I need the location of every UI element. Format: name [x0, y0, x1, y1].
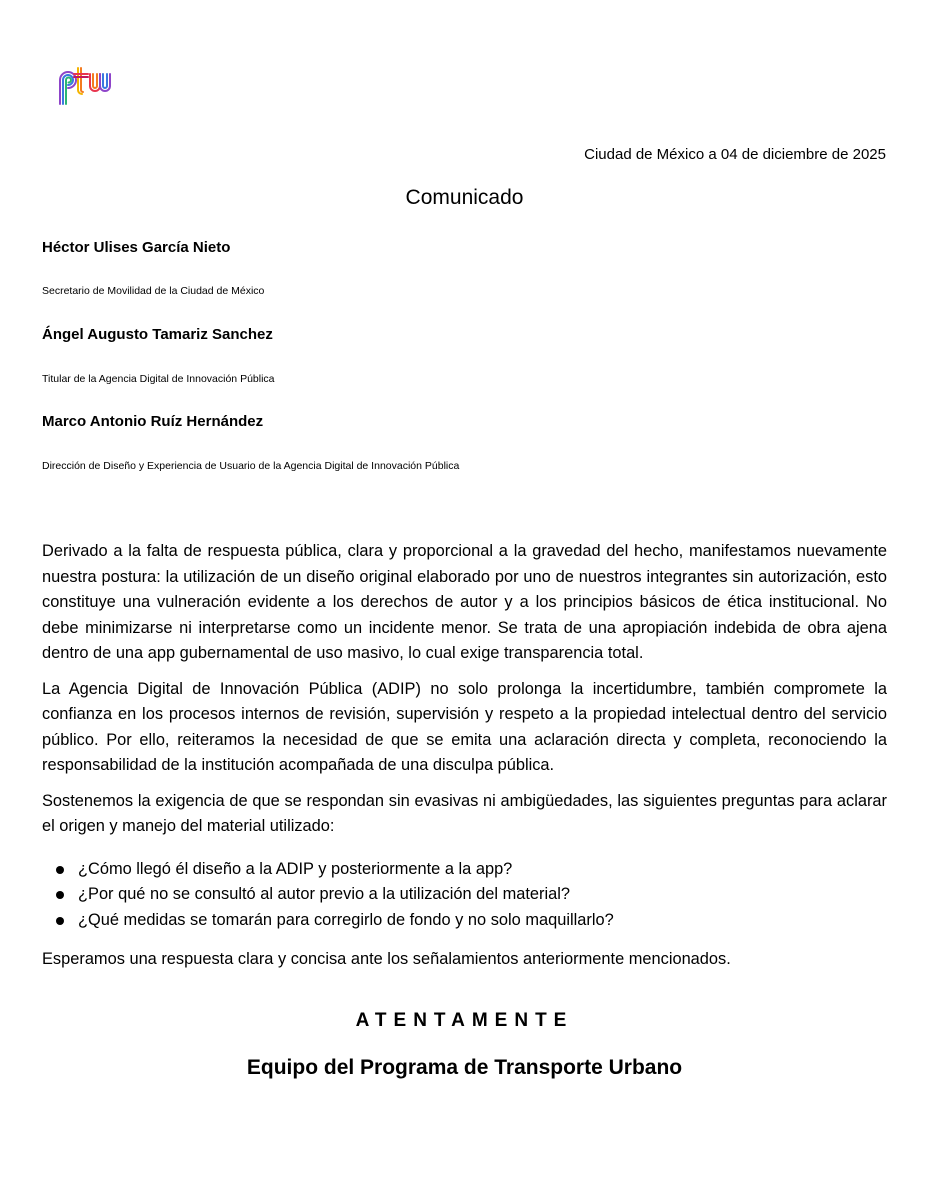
question-text: ¿Por qué no se consultó al autor previo a la utilización del material?	[78, 885, 570, 903]
letter-body	[42, 539, 887, 983]
addressee-role-2: Titular de la Agencia Digital de Innovación Pública	[42, 373, 275, 385]
question-text: ¿Cómo llegó él diseño a la ADIP y posteriormente a la app?	[78, 859, 513, 878]
addressee-role-1: Secretario de Movilidad de la Ciudad de México	[42, 285, 265, 297]
paragraph-2: La Agencia Digital de Innovación Pública (ADIP) no solo prolonga la incertidumbre, también compromete la confianza en los procesos internos de revisión, supervisión y respeto a la propiedad intelectual dentro del servicio público. Por ello, reiteramos la necesidad de que se emita una aclaración directa y completa, reconociendo la responsabilidad de la institución acompañada de una disculpa pública.	[42, 679, 887, 774]
bullet-icon	[56, 917, 64, 925]
document-title: Comunicado	[405, 186, 524, 209]
paragraph-1: Derivado a la falta de respuesta pública, clara y proporcional a la gravedad del hecho, manifestamos nuevamente nuestra postura: la utilización de un diseño original elaborado por uno de nuestros integrantes sin autorización, esto constituye una vulneración evidente a los derechos de autor y a los principios básicos de ética institucional. No debe minimizarse ni interpretarse como un incidente menor. Se trata de una apropiación indebida de obra ajena dentro de una app gubernamental de uso masivo, lo cual exige transparencia total.	[42, 542, 887, 662]
bullet-icon	[56, 891, 64, 899]
paragraph-3: Sostenemos la exigencia de que se respondan sin evasivas ni ambigüedades, las siguientes preguntas para aclarar el origen y manejo del material utilizado:	[42, 791, 887, 835]
bullet-icon	[56, 866, 64, 874]
addressee-name-2: Ángel Augusto Tamariz Sanchez	[42, 326, 273, 343]
sign-off: ATENTAMENTE	[355, 1010, 574, 1031]
question-item	[78, 882, 887, 908]
closing-paragraph: Esperamos una respuesta clara y concisa ante los señalamientos anteriormente mencionados.	[42, 950, 731, 968]
question-item	[78, 857, 887, 883]
question-item	[78, 908, 887, 934]
addressee-name-3: Marco Antonio Ruíz Hernández	[42, 413, 264, 430]
addressee-name-1: Héctor Ulises García Nieto	[42, 239, 231, 256]
question-text: ¿Qué medidas se tomarán para corregirlo de fondo y no solo maquillarlo?	[78, 910, 614, 929]
date-line: Ciudad de México a 04 de diciembre de 2025	[584, 146, 886, 163]
addressee-role-3: Dirección de Diseño y Experiencia de Usuario de la Agencia Digital de Innovación Pública	[42, 460, 460, 472]
questions-list	[42, 857, 887, 934]
team-signature: Equipo del Programa de Transporte Urbano	[246, 1056, 683, 1079]
ptu-logo	[56, 62, 112, 106]
